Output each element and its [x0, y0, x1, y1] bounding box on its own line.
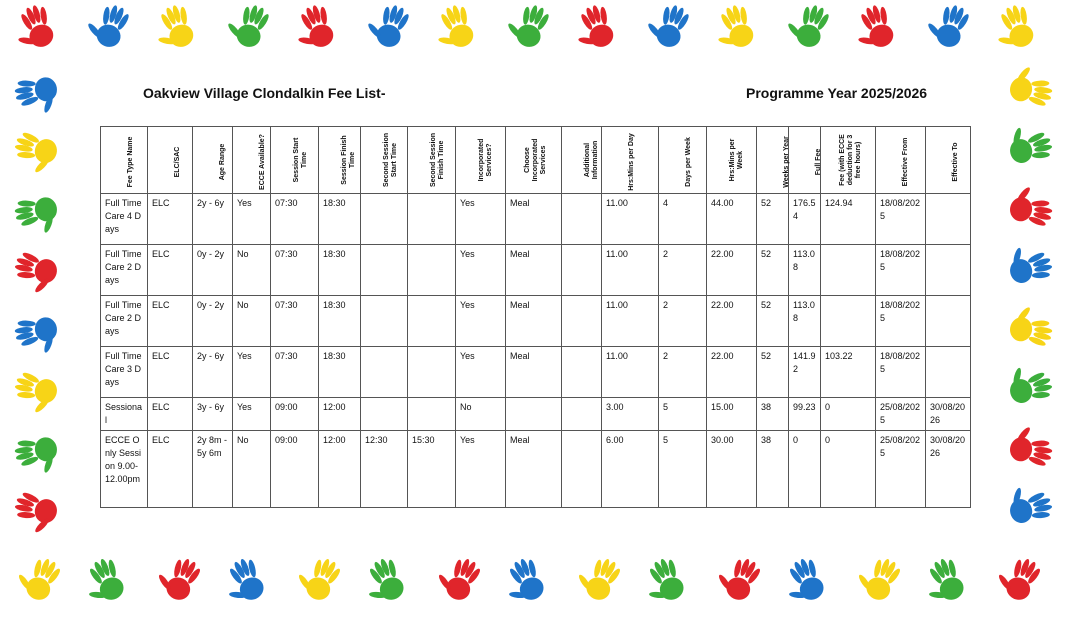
table-cell: 141.92: [789, 347, 821, 398]
table-cell: [562, 398, 602, 431]
column-header-label: ECCE Available?: [259, 133, 266, 190]
table-cell: No: [233, 245, 271, 296]
column-header-label: Fee Type Name: [127, 136, 134, 187]
table-cell: 52: [757, 347, 789, 398]
table-cell: 11.00: [602, 194, 659, 245]
handprint-icon: [13, 74, 61, 119]
table-cell: 52: [757, 194, 789, 245]
handprint-icon: [782, 0, 832, 51]
table-row: [101, 296, 971, 347]
table-cell: 38: [757, 431, 789, 508]
handprint-icon: [1004, 359, 1055, 407]
table-cell: ELC: [148, 296, 193, 347]
column-header-label: Additional Information: [584, 140, 599, 180]
table-cell: 2: [659, 347, 707, 398]
column-header: [707, 127, 757, 194]
column-header: [193, 127, 233, 194]
table-cell: [926, 296, 971, 347]
table-cell: 22.00: [707, 245, 757, 296]
column-header: [361, 127, 408, 194]
handprint-icon: [9, 250, 60, 298]
column-header: [602, 127, 659, 194]
table-cell: No: [456, 398, 506, 431]
handprint-icon: [776, 555, 828, 609]
handprint-icon: [1008, 303, 1056, 348]
table-cell: 176.54: [789, 194, 821, 245]
table-cell: [821, 296, 876, 347]
table-cell: [361, 296, 408, 347]
handprint-icon: [1008, 183, 1056, 228]
handprint-icon: [496, 555, 548, 609]
table-cell: [562, 431, 602, 508]
column-header-label: Choose Incorporated Services: [524, 138, 547, 182]
table-cell: ECCE Only Session 9.00-12.00pm: [101, 431, 148, 508]
table-cell: 38: [757, 398, 789, 431]
handprint-icon: [82, 0, 132, 51]
handprint-icon: [362, 0, 412, 51]
table-cell: [361, 398, 408, 431]
table-cell: Yes: [233, 347, 271, 398]
table-cell: 22.00: [707, 296, 757, 347]
table-cell: 15.00: [707, 398, 757, 431]
column-header: [456, 127, 506, 194]
column-header: [789, 127, 821, 194]
handprint-icon: [428, 2, 478, 55]
table-row: [101, 245, 971, 296]
table-cell: 18:30: [319, 296, 361, 347]
table-cell: 6.00: [602, 431, 659, 508]
table-cell: 0: [821, 431, 876, 508]
column-header-label: ELC/SAC: [174, 146, 181, 177]
table-row: [101, 431, 971, 508]
handprint-icon: [9, 490, 60, 538]
table-cell: Sessional: [101, 398, 148, 431]
column-header-label: Session Finish Time: [341, 135, 356, 185]
column-header: [271, 127, 319, 194]
table-cell: 12:30: [361, 431, 408, 508]
column-header-label: Fee (with ECCE deduction for 3 free hours): [839, 134, 862, 186]
column-header: [319, 127, 361, 194]
handprint-icon: [992, 550, 1044, 604]
table-cell: 09:00: [271, 431, 319, 508]
column-header: [926, 127, 971, 194]
table-cell: 2: [659, 296, 707, 347]
handprint-icon: [848, 2, 898, 55]
table-cell: [408, 296, 456, 347]
table-cell: 99.23: [789, 398, 821, 431]
table-cell: Yes: [456, 431, 506, 508]
table-cell: 18/08/2025: [876, 347, 926, 398]
table-cell: 103.22: [821, 347, 876, 398]
handprint-icon: [922, 0, 972, 51]
table-cell: [408, 347, 456, 398]
column-header: [506, 127, 562, 194]
handprint-icon: [1008, 423, 1056, 468]
column-header-label: Incorporated Services?: [478, 138, 493, 182]
header-row: [101, 127, 971, 194]
table-cell: 4: [659, 194, 707, 245]
handprint-icon: [9, 130, 60, 178]
table-cell: 0: [821, 398, 876, 431]
table-cell: [821, 245, 876, 296]
table-row: [101, 398, 971, 431]
column-header-label: Second Session Finish Time: [430, 132, 445, 188]
table-cell: Full Time Care 4 Days: [101, 194, 148, 245]
table-cell: Yes: [233, 194, 271, 245]
table-cell: 2: [659, 245, 707, 296]
table-cell: Yes: [456, 245, 506, 296]
column-header-label: Hrs:Mins per Week: [729, 138, 744, 182]
table-cell: [926, 347, 971, 398]
handprint-icon: [288, 2, 338, 55]
table-cell: Yes: [456, 296, 506, 347]
table-cell: [361, 194, 408, 245]
column-header-label: Second Session Start Time: [383, 132, 398, 188]
column-header-label: Full Fee: [815, 148, 822, 175]
column-header: [562, 127, 602, 194]
table-cell: 30/08/2026: [926, 398, 971, 431]
table-cell: [506, 398, 562, 431]
table-cell: 52: [757, 296, 789, 347]
table-cell: 22.00: [707, 347, 757, 398]
handprint-icon: [216, 555, 268, 609]
handprint-icon: [642, 0, 692, 51]
column-header-label: Age Range: [219, 143, 226, 180]
table-cell: [562, 347, 602, 398]
table-cell: Yes: [233, 398, 271, 431]
column-header-label: Days per Week: [685, 136, 692, 187]
handprint-icon: [852, 550, 904, 604]
table-cell: ELC: [148, 431, 193, 508]
table-cell: 18/08/2025: [876, 296, 926, 347]
handprint-icon: [8, 2, 58, 55]
fee-list-title: Oakview Village Clondalkin Fee List-: [143, 85, 386, 101]
table-cell: 3.00: [602, 398, 659, 431]
column-header-label: Effective From: [902, 137, 909, 186]
table-cell: 0y - 2y: [193, 245, 233, 296]
table-cell: [562, 194, 602, 245]
column-header-label: Weeks per Year: [783, 135, 790, 188]
column-header: [757, 127, 789, 194]
column-header-label: Hrs:Mins per Day: [628, 132, 635, 191]
table-cell: 5: [659, 398, 707, 431]
handprint-icon: [292, 550, 344, 604]
table-cell: 09:00: [271, 398, 319, 431]
table-cell: 15:30: [408, 431, 456, 508]
table-cell: 07:30: [271, 347, 319, 398]
table-cell: Meal: [506, 194, 562, 245]
table-cell: ELC: [148, 347, 193, 398]
table-cell: 11.00: [602, 347, 659, 398]
table-cell: Meal: [506, 347, 562, 398]
handprint-icon: [222, 0, 272, 51]
handprint-icon: [708, 2, 758, 55]
table-cell: 113.08: [789, 245, 821, 296]
table-cell: 30/08/2026: [926, 431, 971, 508]
table-cell: 11.00: [602, 296, 659, 347]
handprint-icon: [568, 2, 618, 55]
table-cell: 07:30: [271, 245, 319, 296]
table-cell: Meal: [506, 431, 562, 508]
fee-table: [100, 126, 971, 508]
handprint-icon: [13, 314, 61, 359]
handprint-icon: [502, 0, 552, 51]
column-header: [408, 127, 456, 194]
table-cell: 113.08: [789, 296, 821, 347]
table-cell: Meal: [506, 296, 562, 347]
handprint-icon: [148, 2, 198, 55]
table-cell: [361, 245, 408, 296]
column-header: [659, 127, 707, 194]
table-cell: 0y - 2y: [193, 296, 233, 347]
column-header-label: Effective To: [952, 141, 959, 182]
table-cell: No: [233, 296, 271, 347]
table-cell: 2y - 6y: [193, 194, 233, 245]
handprint-icon: [356, 555, 408, 609]
column-header: [233, 127, 271, 194]
handprint-icon: [1004, 239, 1055, 287]
table-cell: 18/08/2025: [876, 245, 926, 296]
table-cell: 25/08/2025: [876, 398, 926, 431]
table-cell: [408, 194, 456, 245]
table-cell: 11.00: [602, 245, 659, 296]
table-cell: 52: [757, 245, 789, 296]
handprint-icon: [13, 194, 61, 239]
column-header: [148, 127, 193, 194]
table-cell: 18:30: [319, 194, 361, 245]
table-cell: Full Time Care 3 Days: [101, 347, 148, 398]
handprint-icon: [712, 550, 764, 604]
table-cell: 18/08/2025: [876, 194, 926, 245]
table-cell: Yes: [456, 347, 506, 398]
handprint-icon: [1004, 479, 1055, 527]
handprint-icon: [13, 434, 61, 479]
table-cell: 18:30: [319, 347, 361, 398]
handprint-icon: [988, 2, 1038, 55]
table-cell: 30.00: [707, 431, 757, 508]
table-cell: [926, 245, 971, 296]
table-cell: [408, 245, 456, 296]
table-cell: Yes: [456, 194, 506, 245]
table-cell: 12:00: [319, 431, 361, 508]
handprint-icon: [1008, 63, 1056, 108]
table-cell: 124.94: [821, 194, 876, 245]
handprint-icon: [572, 550, 624, 604]
table-cell: 07:30: [271, 194, 319, 245]
programme-year: Programme Year 2025/2026: [746, 85, 928, 101]
table-cell: Meal: [506, 245, 562, 296]
table-cell: Full Time Care 2 Days: [101, 296, 148, 347]
handprint-icon: [916, 555, 968, 609]
table-cell: [562, 245, 602, 296]
table-cell: [562, 296, 602, 347]
table-cell: 5: [659, 431, 707, 508]
handprint-icon: [1004, 119, 1055, 167]
handprint-icon: [636, 555, 688, 609]
handprint-icon: [432, 550, 484, 604]
table-cell: ELC: [148, 398, 193, 431]
table-row: [101, 347, 971, 398]
column-header: [101, 127, 148, 194]
handprint-icon: [76, 555, 128, 609]
handprint-icon: [12, 550, 64, 604]
column-header-label: Session Start Time: [293, 137, 308, 183]
table-cell: 25/08/2025: [876, 431, 926, 508]
table-cell: ELC: [148, 194, 193, 245]
column-header: [821, 127, 876, 194]
table-cell: [926, 194, 971, 245]
table-cell: 44.00: [707, 194, 757, 245]
table-cell: [408, 398, 456, 431]
table-cell: Full Time Care 2 Days: [101, 245, 148, 296]
table-cell: 3y - 6y: [193, 398, 233, 431]
table-cell: 2y 8m - 5y 6m: [193, 431, 233, 508]
table-cell: 07:30: [271, 296, 319, 347]
table-row: [101, 194, 971, 245]
table-cell: 12:00: [319, 398, 361, 431]
column-header: [876, 127, 926, 194]
table-cell: ELC: [148, 245, 193, 296]
table-cell: 0: [789, 431, 821, 508]
table-cell: [361, 347, 408, 398]
handprint-icon: [152, 550, 204, 604]
handprint-icon: [9, 370, 60, 418]
table-cell: 2y - 6y: [193, 347, 233, 398]
table-cell: 18:30: [319, 245, 361, 296]
table-cell: No: [233, 431, 271, 508]
